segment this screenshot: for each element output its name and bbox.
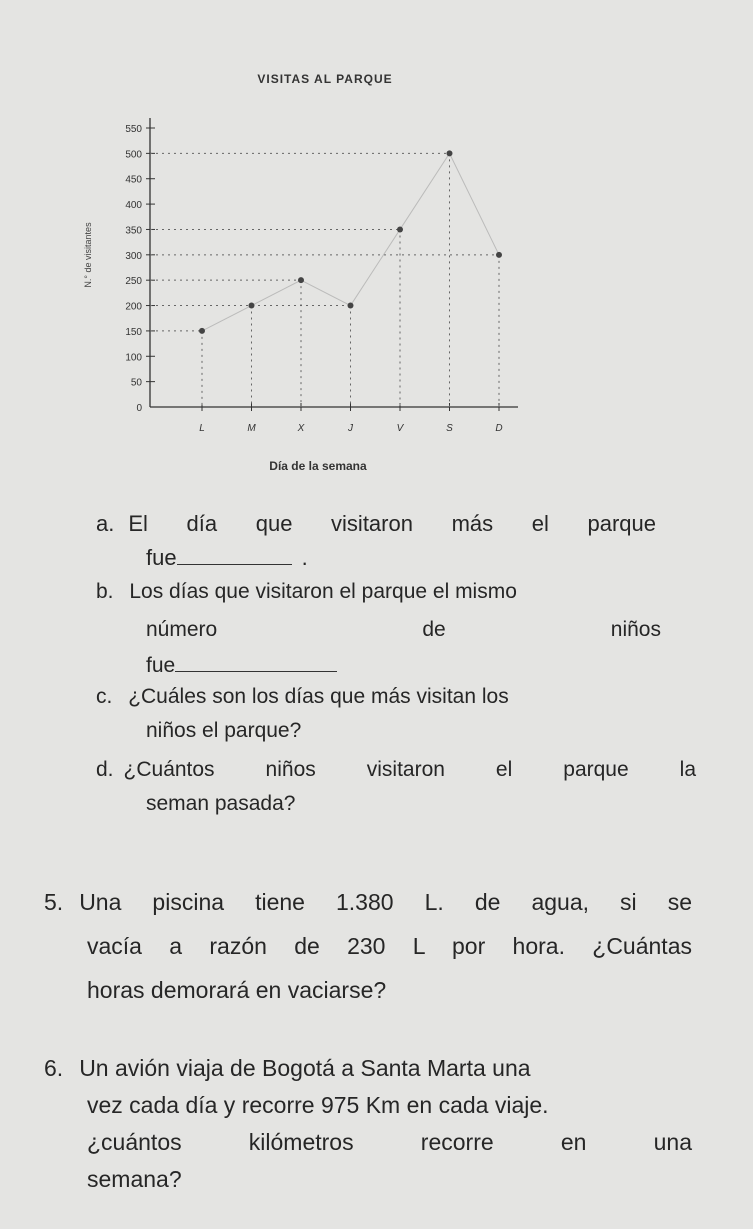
question-d-text-1: ¿Cuántos niños visitaron el parque la xyxy=(123,758,696,781)
x-tick-label: X xyxy=(297,423,305,434)
x-axis-label: Día de la semana xyxy=(269,459,367,470)
question-b-answer-line xyxy=(146,649,661,683)
question-b-fue: fue xyxy=(146,654,176,677)
question-c-text-2: niños el parque? xyxy=(146,719,302,742)
problem-6-text-2: vez cada día y recorre 975 Km en cada viaje. xyxy=(87,1092,549,1118)
x-tick-label: V xyxy=(396,423,404,434)
question-b-word-numero: número xyxy=(146,618,218,641)
question-d xyxy=(96,753,696,821)
data-point xyxy=(447,150,453,156)
problem-6-text-4: semana? xyxy=(87,1166,182,1192)
y-tick-label: 500 xyxy=(125,149,142,161)
y-tick-label: 300 xyxy=(125,250,142,262)
y-tick-label: 450 xyxy=(125,174,142,186)
question-b xyxy=(96,575,661,683)
question-b-word-de: de xyxy=(422,618,446,641)
chart-svg xyxy=(0,0,753,470)
question-d-text-2: seman pasada? xyxy=(146,792,296,815)
y-axis-label: N.° de visitantes xyxy=(83,222,93,288)
question-a-text: El día que visitaron más el parque xyxy=(128,511,656,536)
data-point xyxy=(397,226,403,232)
problem-5-line1 xyxy=(44,880,692,924)
data-point xyxy=(496,252,502,258)
y-tick-label: 200 xyxy=(125,301,142,313)
problem-5-text-3: horas demorará en vaciarse? xyxy=(87,977,387,1003)
question-c xyxy=(96,680,696,748)
x-tick-label: S xyxy=(446,423,453,434)
question-b-word-ninos: niños xyxy=(610,618,661,641)
data-point xyxy=(348,303,354,309)
question-a-letter: a. xyxy=(96,511,115,536)
question-b-blank[interactable] xyxy=(175,651,337,672)
y-tick-label: 0 xyxy=(136,403,142,414)
problem-5-text-1: Una piscina tiene 1.380 L. de agua, si se xyxy=(79,889,692,915)
y-tick-label: 50 xyxy=(130,377,142,389)
problem-5-number: 5. xyxy=(44,889,64,915)
data-point xyxy=(249,303,255,309)
x-tick-label: M xyxy=(247,423,256,434)
question-a-line xyxy=(96,507,656,541)
question-c-line1 xyxy=(96,680,696,714)
question-a-fue: fue xyxy=(146,545,177,570)
question-a-end: . xyxy=(301,545,308,570)
problem-6 xyxy=(44,1050,692,1198)
data-point xyxy=(298,277,304,283)
x-tick-label: D xyxy=(495,423,503,434)
data-point xyxy=(199,328,205,334)
question-b-line1 xyxy=(96,575,661,609)
problem-5-text-2: vacía a razón de 230 L por hora. ¿Cuántas xyxy=(87,933,692,959)
problem-6-line1 xyxy=(44,1050,692,1087)
problem-5 xyxy=(44,880,692,1012)
problem-6-text-3: ¿cuántos kilómetros recorre en una xyxy=(87,1129,692,1155)
question-d-letter: d. xyxy=(96,758,114,781)
chart-title: VISITAS AL PARQUE xyxy=(257,72,393,86)
question-b-line2 xyxy=(146,613,661,647)
y-tick-label: 250 xyxy=(125,276,142,288)
y-tick-label: 100 xyxy=(125,352,142,364)
question-b-text: Los días que visitaron el parque el mismo xyxy=(129,580,517,603)
question-a-answer-line xyxy=(146,541,656,575)
question-b-letter: b. xyxy=(96,580,114,603)
question-a xyxy=(96,507,656,575)
y-tick-label: 350 xyxy=(125,225,142,237)
x-tick-label: L xyxy=(199,423,205,434)
x-tick-label: J xyxy=(348,423,353,434)
question-a-blank[interactable] xyxy=(177,544,292,565)
y-tick-label: 550 xyxy=(125,124,142,135)
question-d-line1 xyxy=(96,753,696,787)
question-c-letter: c. xyxy=(96,685,113,708)
y-tick-label: 150 xyxy=(125,326,142,338)
question-c-text-1: ¿Cuáles son los días que más visitan los xyxy=(128,685,509,708)
visits-chart xyxy=(0,0,753,470)
problem-6-number: 6. xyxy=(44,1055,64,1081)
problem-6-text-1: Un avión viaja de Bogotá a Santa Marta una xyxy=(79,1055,531,1081)
y-tick-label: 400 xyxy=(125,200,142,212)
